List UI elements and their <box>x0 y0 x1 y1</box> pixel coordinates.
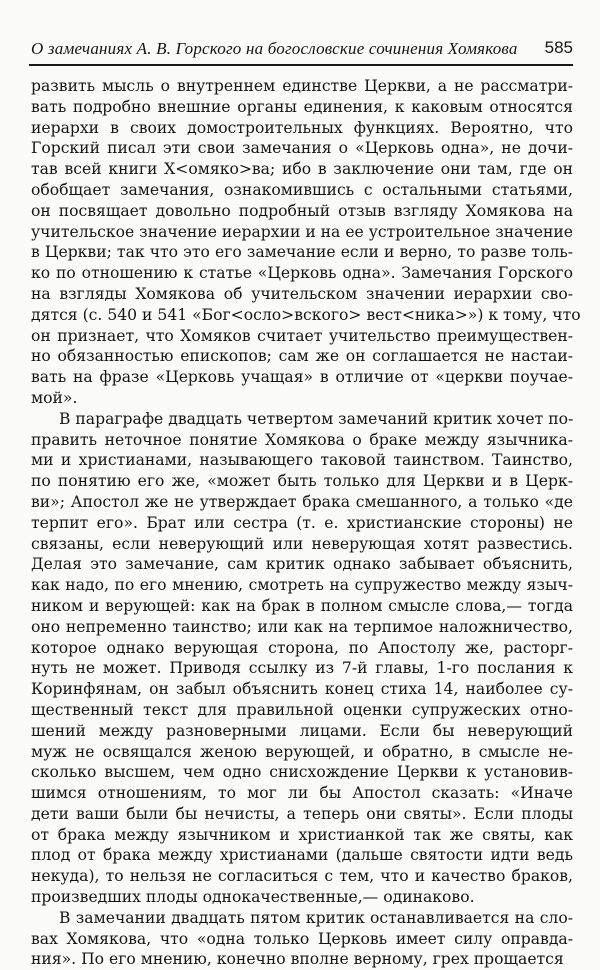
text-line: дятся (с. 540 и 541 «Бог<осло>вского> вест<ника>») к тому, что <box>31 305 581 324</box>
text-line: в Церкви; так что это его замечание если и верно, то разве толь- <box>31 243 573 262</box>
text-line: Коринфянам, он забыл объяснить конец стиха 14, наиболее су- <box>31 680 573 699</box>
text-line: связаны, если неверующий или неверующая хотят развестись. <box>31 534 573 553</box>
page-number: 585 <box>544 38 573 57</box>
text-line: ником и верующей: как на брак в полном смысле слова,— тогда <box>31 596 573 615</box>
text-line: как надо, по его мнению, смотреть на супружество между языч- <box>31 576 573 595</box>
text-line: ко по отношению к статье «Церковь одна». Замечания Горского <box>31 264 573 283</box>
text-line: вах Хомякова, что «одна только Церковь имеет силу оправда- <box>31 929 573 948</box>
text-line: дети ваши были бы нечисты, а теперь они святы». Если плоды <box>31 804 573 823</box>
text-line: ми и христианами, называющего таковой таинством. Таинство, <box>31 451 573 470</box>
text-line: править неточное понятие Хомякова о браке между язычника- <box>31 430 573 449</box>
text-line: некуда), то нельзя не согласиться с тем, что и качество браков, <box>31 867 573 886</box>
paragraph <box>31 409 573 908</box>
text-line: обобщает замечания, ознакомившись с остальными статьями, <box>31 180 573 199</box>
text-line: шений между разноверными лицами. Если бы неверующий <box>31 721 573 740</box>
text-line: нуть не может. Приводя ссылку из 7-й главы, 1-го послания к <box>31 659 573 678</box>
text-line: по понятию его же, «может быть только для Церкви и в Церк- <box>31 472 573 491</box>
body-text <box>31 76 581 970</box>
text-line: он посвящает довольно подробный отзыв взгляду Хомякова на <box>31 201 573 220</box>
text-line: щественный текст для правильной оценки супружеских отно- <box>31 700 573 719</box>
text-line: В параграфе двадцать четвертом замечаний критик хочет по- <box>59 409 574 428</box>
running-title: О замечаниях А. В. Горского на богословские сочинения Хомякова <box>31 39 518 58</box>
text-line: учительское значение иерархии и на ее устроительное значение <box>31 222 573 241</box>
text-line: на взгляды Хомякова об учительском значении иерархии сво- <box>31 284 573 303</box>
text-line: которое однако верующая сторона, по Апостолу же, расторг- <box>31 638 573 657</box>
text-line: Горский писал эти свои замечания о «Церковь одна», не дочи- <box>31 139 573 158</box>
text-line: иерархи в своих домостроительных функциях. Вероятно, что <box>31 118 573 137</box>
text-line: он признает, что Хомяков считает учительство преимуществен- <box>31 326 573 345</box>
text-line: от брака между язычником и христианкой так же святы, как <box>31 825 573 844</box>
text-line: ния». По его мнению, конечно вполне верному, грех прощается <box>31 950 564 969</box>
text-line: терпит его». Брат или сестра (т. е. христианские стороны) не <box>31 513 573 532</box>
text-line: ви»; Апостол же не утверждает брака смешанного, а только «де <box>31 492 573 511</box>
text-line: оно непременно таинство; или как на терпимое наложничество, <box>31 617 573 636</box>
paragraph <box>31 908 573 970</box>
text-line: но обязанностью епископов; сам же он соглашается не настаи- <box>31 347 573 366</box>
text-line: сколько высшем, чем одно снисхождение Церкви к установив- <box>31 763 573 782</box>
text-line: произведших плоды однокачественные,— одинаково. <box>31 888 475 907</box>
paragraph <box>31 76 581 409</box>
text-line: плод от брака между христианами (дальше святости идти ведь <box>31 846 573 865</box>
page-header <box>29 38 573 66</box>
text-line: мой». <box>31 388 78 407</box>
text-line: тав всей книги Х<омяко>ва; ибо в заключение они там, где он <box>31 160 573 179</box>
text-line: Делая это замечание, сам критик однако забывает объяснить, <box>31 555 573 574</box>
text-line: шимся отношениям, то мог ли бы Апостол сказать: «Иначе <box>31 784 573 803</box>
text-line: развить мысль о внутреннем единстве Церкви, а не рассматри- <box>31 77 573 95</box>
text-line: муж не освящался женою верующей, и обратно, в смысле не- <box>31 742 573 761</box>
text-line: В замечании двадцать пятом критик останавливается на сло- <box>59 908 573 927</box>
text-line: вать на фразе «Церковь учащая» в отличие от «церкви поучае- <box>31 368 573 387</box>
text-line: вать подробно внешние органы единения, к каковым относятся <box>31 97 573 116</box>
